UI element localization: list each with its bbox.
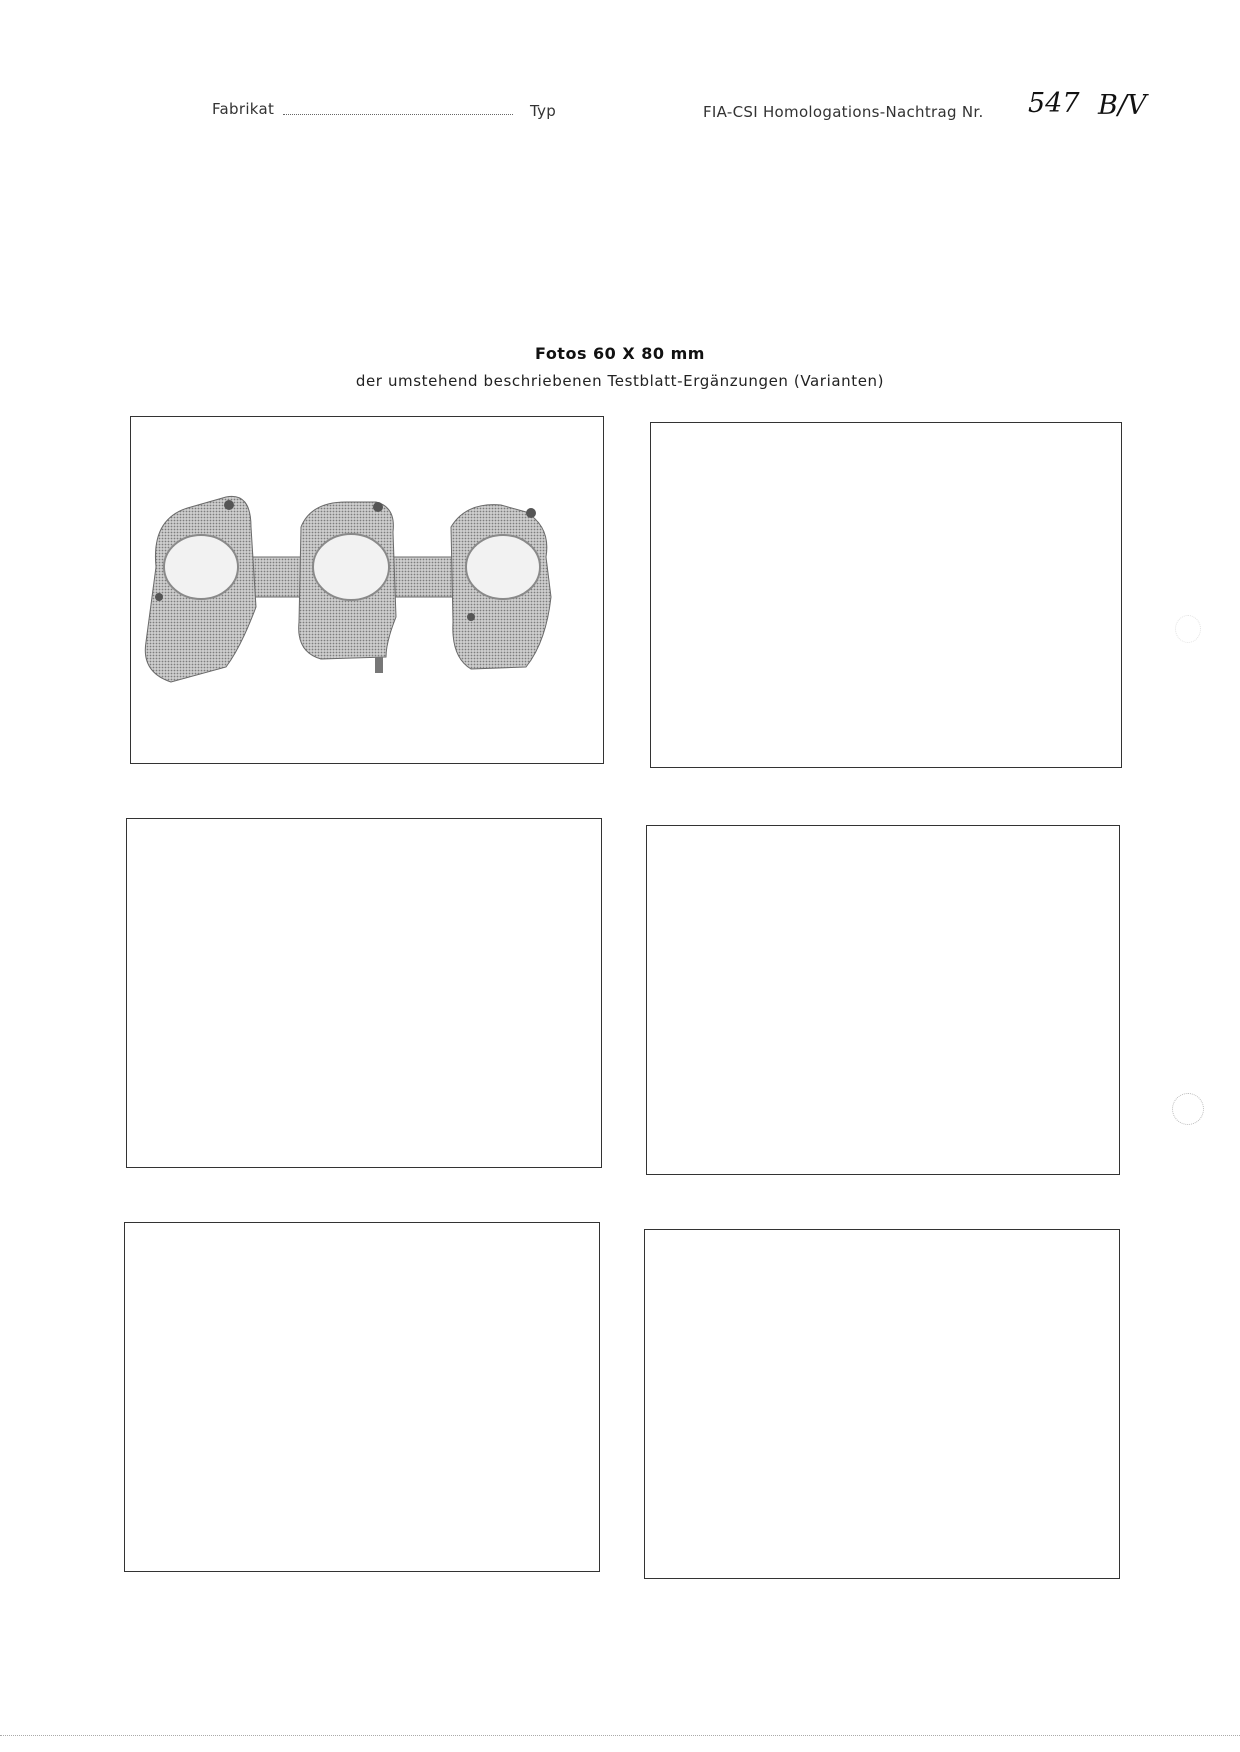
photo-3 — [126, 818, 602, 1168]
nachtrag-suffix: B/V — [1098, 90, 1147, 121]
photo-4 — [646, 825, 1120, 1175]
photo-6 — [644, 1229, 1120, 1579]
photo-5 — [124, 1222, 600, 1572]
punch-hole-mark-faint — [1175, 615, 1201, 643]
photo-2 — [650, 422, 1122, 768]
fabrikat-field — [283, 114, 513, 115]
nachtrag-number: 547 — [1028, 88, 1080, 119]
scan-edge-line — [0, 1735, 1240, 1736]
page-subtitle: der umstehend beschriebenen Testblatt-Ergänzungen (Varianten) — [355, 372, 885, 390]
intake-manifold-photo — [131, 417, 601, 761]
typ-label: Typ — [530, 102, 557, 120]
homologation-label: FIA-CSI Homologations-Nachtrag Nr. — [703, 103, 984, 121]
photo-1 — [130, 416, 604, 764]
page-title: Fotos 60 X 80 mm — [535, 344, 705, 363]
punch-hole-mark — [1172, 1093, 1204, 1125]
fabrikat-label: Fabrikat — [212, 100, 275, 118]
